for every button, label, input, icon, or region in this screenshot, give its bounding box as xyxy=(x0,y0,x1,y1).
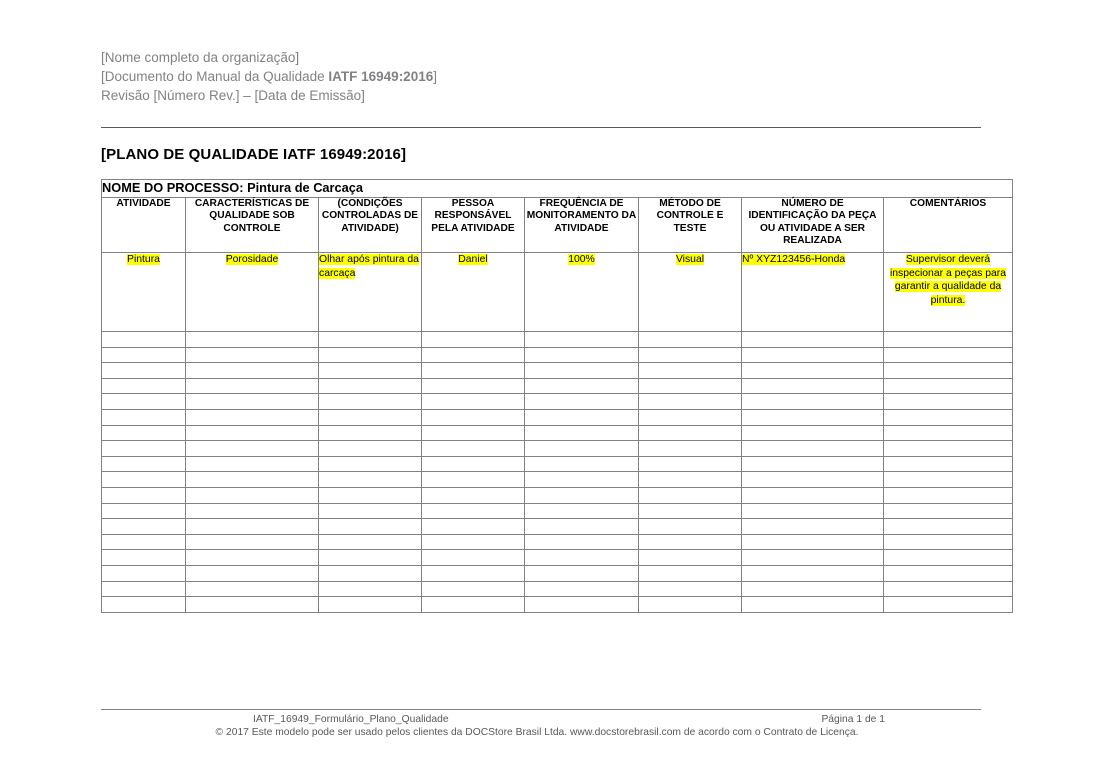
cell-pessoa-responsavel[interactable] xyxy=(422,253,525,332)
cell-empty[interactable] xyxy=(525,394,639,410)
cell-empty[interactable] xyxy=(884,550,1013,566)
header-organization-line: [Nome completo da organização] xyxy=(101,50,300,65)
cell-empty[interactable] xyxy=(186,441,319,457)
cell-empty[interactable] xyxy=(742,394,884,410)
cell-empty[interactable] xyxy=(742,441,884,457)
cell-empty[interactable] xyxy=(422,441,525,457)
cell-empty[interactable] xyxy=(102,363,186,379)
cell-empty[interactable] xyxy=(422,378,525,394)
cell-empty[interactable] xyxy=(525,503,639,519)
cell-empty[interactable] xyxy=(186,378,319,394)
cell-empty[interactable] xyxy=(639,534,742,550)
cell-empty[interactable] xyxy=(742,565,884,581)
cell-empty[interactable] xyxy=(742,534,884,550)
cell-empty[interactable] xyxy=(884,363,1013,379)
table-row-empty[interactable] xyxy=(102,597,1013,613)
cell-empty[interactable] xyxy=(186,487,319,503)
cell-empty[interactable] xyxy=(102,456,186,472)
cell-empty[interactable] xyxy=(742,332,884,348)
cell-comentarios[interactable] xyxy=(884,253,1013,332)
process-name-value: Pintura de Carcaça xyxy=(247,180,363,195)
cell-empty[interactable] xyxy=(102,487,186,503)
column-header-condicoes: (CONDIÇÕES CONTROLADAS DE ATIVIDADE) xyxy=(319,198,422,253)
cell-empty[interactable] xyxy=(742,503,884,519)
cell-empty[interactable] xyxy=(639,425,742,441)
column-header-numero-identificacao: NÚMERO DE IDENTIFICAÇÃO DA PEÇA OU ATIVIDADE A SER REALIZADA xyxy=(742,198,884,253)
cell-empty[interactable] xyxy=(319,503,422,519)
cell-empty[interactable] xyxy=(884,565,1013,581)
table-row-empty[interactable] xyxy=(102,472,1013,488)
cell-empty[interactable] xyxy=(186,565,319,581)
cell-pessoa-responsavel-text: Daniel xyxy=(458,254,488,265)
cell-empty[interactable] xyxy=(422,425,525,441)
footer-row xyxy=(101,710,981,725)
cell-empty[interactable] xyxy=(525,425,639,441)
cell-empty[interactable] xyxy=(525,487,639,503)
column-header-metodo: MÉTODO DE CONTROLE E TESTE xyxy=(639,198,742,253)
cell-empty[interactable] xyxy=(525,378,639,394)
cell-empty[interactable] xyxy=(186,409,319,425)
footer-page-number: Página 1 de 1 xyxy=(821,714,885,725)
cell-empty[interactable] xyxy=(742,456,884,472)
cell-empty[interactable] xyxy=(639,394,742,410)
cell-empty[interactable] xyxy=(422,456,525,472)
cell-empty[interactable] xyxy=(639,363,742,379)
table-row-empty[interactable] xyxy=(102,456,1013,472)
cell-empty[interactable] xyxy=(186,363,319,379)
cell-empty[interactable] xyxy=(102,347,186,363)
cell-numero-identificacao-text: Nº XYZ123456-Honda xyxy=(742,254,846,265)
cell-empty[interactable] xyxy=(422,347,525,363)
cell-empty[interactable] xyxy=(186,550,319,566)
cell-empty[interactable] xyxy=(422,519,525,535)
cell-empty[interactable] xyxy=(186,425,319,441)
cell-empty[interactable] xyxy=(186,332,319,348)
column-header-row xyxy=(102,198,1013,253)
quality-plan-table xyxy=(101,179,1013,613)
table-row[interactable] xyxy=(102,253,1013,332)
table-row-empty[interactable] xyxy=(102,394,1013,410)
header-manual-suffix: ] xyxy=(433,69,437,84)
cell-empty[interactable] xyxy=(742,472,884,488)
table-head xyxy=(102,180,1013,253)
cell-empty[interactable] xyxy=(639,441,742,457)
cell-empty[interactable] xyxy=(186,503,319,519)
cell-empty[interactable] xyxy=(186,519,319,535)
column-header-pessoa-responsavel: PESSOA RESPONSÁVEL PELA ATIVIDADE xyxy=(422,198,525,253)
cell-empty[interactable] xyxy=(319,565,422,581)
cell-empty[interactable] xyxy=(742,378,884,394)
cell-caracteristicas[interactable] xyxy=(186,253,319,332)
table-row-empty[interactable] xyxy=(102,487,1013,503)
cell-empty[interactable] xyxy=(319,425,422,441)
cell-empty[interactable] xyxy=(639,456,742,472)
cell-metodo-text: Visual xyxy=(675,254,705,265)
cell-empty[interactable] xyxy=(319,378,422,394)
cell-empty[interactable] xyxy=(319,441,422,457)
table-row-empty[interactable] xyxy=(102,503,1013,519)
cell-empty[interactable] xyxy=(639,550,742,566)
cell-caracteristicas-text: Porosidade xyxy=(225,254,279,265)
cell-empty[interactable] xyxy=(102,378,186,394)
process-name-cell xyxy=(102,180,1013,198)
cell-empty[interactable] xyxy=(319,409,422,425)
table-body xyxy=(102,253,1013,613)
cell-empty[interactable] xyxy=(525,332,639,348)
document-footer xyxy=(101,709,981,738)
cell-empty[interactable] xyxy=(639,472,742,488)
cell-empty[interactable] xyxy=(422,472,525,488)
cell-empty[interactable] xyxy=(102,332,186,348)
column-header-frequencia: FREQUÊNCIA DE MONITORAMENTO DA ATIVIDADE xyxy=(525,198,639,253)
cell-empty[interactable] xyxy=(884,425,1013,441)
cell-empty[interactable] xyxy=(639,347,742,363)
cell-empty[interactable] xyxy=(102,581,186,597)
process-name-row xyxy=(102,180,1013,198)
cell-empty[interactable] xyxy=(422,487,525,503)
table-row-empty[interactable] xyxy=(102,425,1013,441)
cell-empty[interactable] xyxy=(422,534,525,550)
cell-metodo[interactable] xyxy=(639,253,742,332)
cell-empty[interactable] xyxy=(639,581,742,597)
footer-copyright-note: © 2017 Este modelo pode ser usado pelos clientes da DOCStore Brasil Ltda. www.docstorebrasil.com de acordo com o Contrato de Licença. xyxy=(215,727,859,738)
cell-numero-identificacao[interactable] xyxy=(742,253,884,332)
cell-empty[interactable] xyxy=(319,597,422,613)
cell-empty[interactable] xyxy=(742,347,884,363)
cell-empty[interactable] xyxy=(319,581,422,597)
column-header-atividade: ATIVIDADE xyxy=(102,198,186,253)
cell-empty[interactable] xyxy=(102,565,186,581)
cell-empty[interactable] xyxy=(422,581,525,597)
cell-empty[interactable] xyxy=(186,534,319,550)
header-manual-line xyxy=(101,67,981,86)
cell-empty[interactable] xyxy=(319,534,422,550)
cell-empty[interactable] xyxy=(525,363,639,379)
cell-condicoes[interactable] xyxy=(319,253,422,332)
cell-empty[interactable] xyxy=(422,409,525,425)
table-row-empty[interactable] xyxy=(102,565,1013,581)
cell-empty[interactable] xyxy=(525,519,639,535)
cell-empty[interactable] xyxy=(639,378,742,394)
header-manual-prefix: [Documento do Manual da Qualidade xyxy=(101,69,329,84)
cell-empty[interactable] xyxy=(186,394,319,410)
cell-empty[interactable] xyxy=(319,332,422,348)
cell-frequencia[interactable] xyxy=(525,253,639,332)
table-row-empty[interactable] xyxy=(102,550,1013,566)
cell-empty[interactable] xyxy=(742,581,884,597)
cell-empty[interactable] xyxy=(186,597,319,613)
cell-empty[interactable] xyxy=(884,394,1013,410)
cell-empty[interactable] xyxy=(422,565,525,581)
cell-empty[interactable] xyxy=(884,472,1013,488)
cell-empty[interactable] xyxy=(884,503,1013,519)
document-content xyxy=(101,48,1007,613)
table-row-empty[interactable] xyxy=(102,347,1013,363)
column-header-comentarios: COMENTÁRIOS xyxy=(884,198,1013,253)
cell-empty[interactable] xyxy=(102,534,186,550)
cell-atividade[interactable] xyxy=(102,253,186,332)
table-row-empty[interactable] xyxy=(102,378,1013,394)
cell-empty[interactable] xyxy=(319,347,422,363)
cell-empty[interactable] xyxy=(319,519,422,535)
cell-empty[interactable] xyxy=(102,441,186,457)
cell-empty[interactable] xyxy=(525,409,639,425)
cell-empty[interactable] xyxy=(884,456,1013,472)
cell-empty[interactable] xyxy=(884,441,1013,457)
cell-empty[interactable] xyxy=(319,487,422,503)
cell-empty[interactable] xyxy=(525,565,639,581)
cell-empty[interactable] xyxy=(319,456,422,472)
cell-atividade-text: Pintura xyxy=(127,254,160,265)
cell-empty[interactable] xyxy=(884,332,1013,348)
cell-empty[interactable] xyxy=(186,456,319,472)
cell-empty[interactable] xyxy=(742,409,884,425)
cell-empty[interactable] xyxy=(525,581,639,597)
cell-empty[interactable] xyxy=(319,394,422,410)
cell-empty[interactable] xyxy=(884,534,1013,550)
footer-form-name: IATF_16949_Formulário_Plano_Qualidade xyxy=(253,714,449,725)
cell-empty[interactable] xyxy=(742,550,884,566)
cell-empty[interactable] xyxy=(422,503,525,519)
table-row-empty[interactable] xyxy=(102,363,1013,379)
cell-empty[interactable] xyxy=(525,550,639,566)
cell-empty[interactable] xyxy=(422,597,525,613)
cell-empty[interactable] xyxy=(102,519,186,535)
document-header xyxy=(101,48,981,111)
cell-empty[interactable] xyxy=(742,425,884,441)
cell-empty[interactable] xyxy=(639,519,742,535)
cell-empty[interactable] xyxy=(884,597,1013,613)
cell-empty[interactable] xyxy=(102,425,186,441)
cell-empty[interactable] xyxy=(102,472,186,488)
header-revision-line: Revisão [Número Rev.] – [Data de Emissão] xyxy=(101,88,365,103)
cell-empty[interactable] xyxy=(742,363,884,379)
cell-empty[interactable] xyxy=(102,394,186,410)
cell-empty[interactable] xyxy=(742,519,884,535)
table-row-empty[interactable] xyxy=(102,409,1013,425)
page-title: [PLANO DE QUALIDADE IATF 16949:2016] xyxy=(101,146,407,163)
cell-empty[interactable] xyxy=(525,347,639,363)
cell-empty[interactable] xyxy=(884,519,1013,535)
cell-empty[interactable] xyxy=(319,363,422,379)
column-header-caracteristicas: CARACTERÍSTICAS DE QUALIDADE SOB CONTROLE xyxy=(186,198,319,253)
table-row-empty[interactable] xyxy=(102,534,1013,550)
cell-comentarios-text: Supervisor deverá inspecionar a peças para garantir a qualidade da pintura. xyxy=(889,254,1007,306)
cell-empty[interactable] xyxy=(525,597,639,613)
cell-empty[interactable] xyxy=(186,347,319,363)
cell-empty[interactable] xyxy=(639,503,742,519)
cell-empty[interactable] xyxy=(422,550,525,566)
cell-empty[interactable] xyxy=(884,347,1013,363)
cell-empty[interactable] xyxy=(102,503,186,519)
table-row-empty[interactable] xyxy=(102,332,1013,348)
cell-empty[interactable] xyxy=(525,441,639,457)
table-row-empty[interactable] xyxy=(102,519,1013,535)
cell-empty[interactable] xyxy=(884,378,1013,394)
cell-empty[interactable] xyxy=(525,534,639,550)
cell-empty[interactable] xyxy=(186,581,319,597)
cell-empty[interactable] xyxy=(639,565,742,581)
cell-empty[interactable] xyxy=(525,456,639,472)
cell-frequencia-text: 100% xyxy=(568,254,595,265)
cell-empty[interactable] xyxy=(742,597,884,613)
cell-empty[interactable] xyxy=(884,487,1013,503)
cell-empty[interactable] xyxy=(884,581,1013,597)
cell-empty[interactable] xyxy=(422,332,525,348)
cell-empty[interactable] xyxy=(102,409,186,425)
cell-condicoes-text: Olhar após pintura da carcaça xyxy=(319,254,419,279)
table-row-empty[interactable] xyxy=(102,581,1013,597)
cell-empty[interactable] xyxy=(639,409,742,425)
cell-empty[interactable] xyxy=(319,550,422,566)
cell-empty[interactable] xyxy=(884,409,1013,425)
process-name-label: NOME DO PROCESSO: xyxy=(102,180,244,195)
cell-empty[interactable] xyxy=(639,487,742,503)
cell-empty[interactable] xyxy=(319,472,422,488)
header-divider xyxy=(101,127,981,128)
cell-empty[interactable] xyxy=(102,597,186,613)
cell-empty[interactable] xyxy=(422,394,525,410)
table-row-empty[interactable] xyxy=(102,441,1013,457)
cell-empty[interactable] xyxy=(422,363,525,379)
cell-empty[interactable] xyxy=(102,550,186,566)
cell-empty[interactable] xyxy=(639,597,742,613)
cell-empty[interactable] xyxy=(639,332,742,348)
cell-empty[interactable] xyxy=(742,487,884,503)
cell-empty[interactable] xyxy=(525,472,639,488)
cell-empty[interactable] xyxy=(186,472,319,488)
header-manual-standard: IATF 16949:2016 xyxy=(328,69,434,84)
